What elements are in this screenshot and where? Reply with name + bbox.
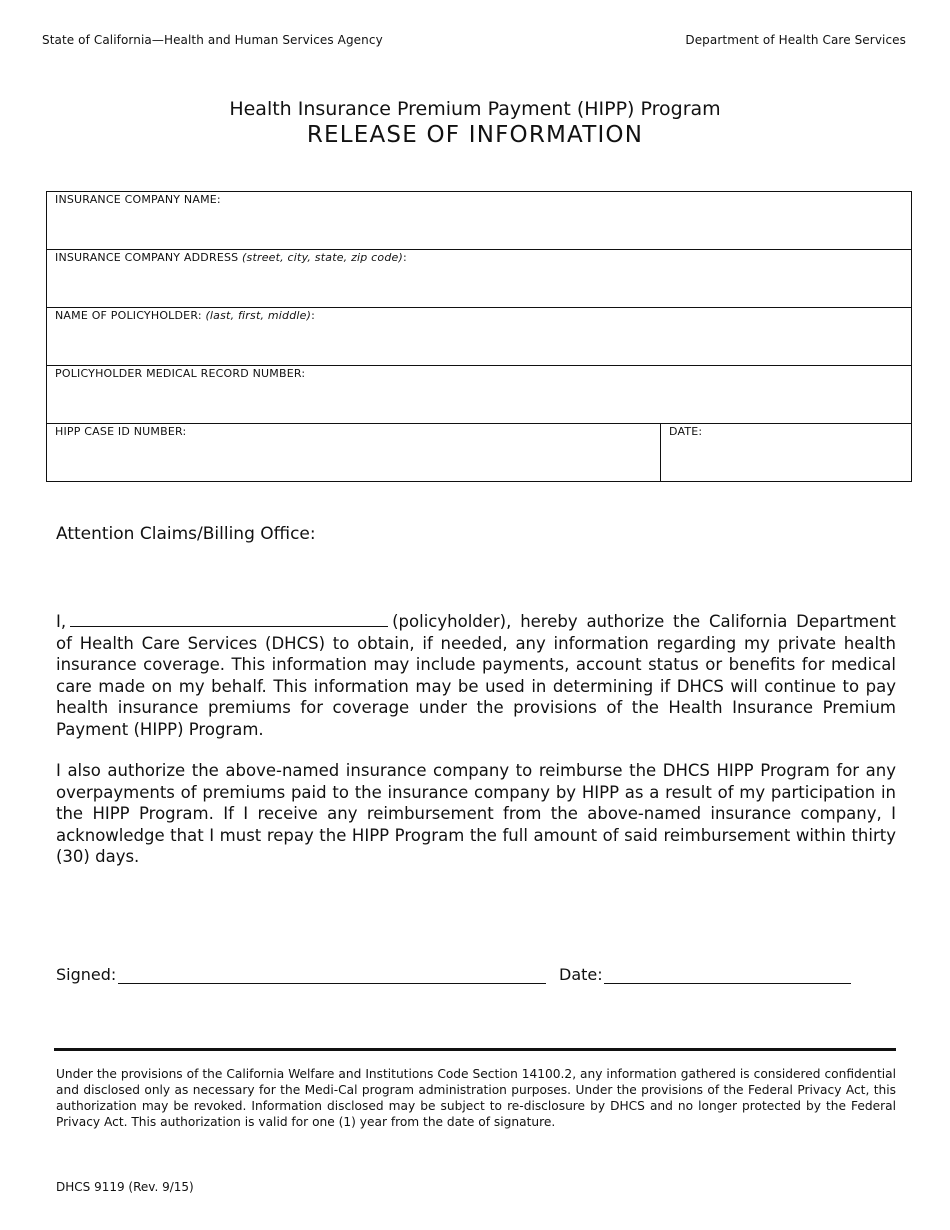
policyholder-name-hint: (last, first, middle) (205, 309, 312, 322)
hipp-case-id-label: HIPP CASE ID NUMBER: (55, 425, 187, 438)
attention-line: Attention Claims/Billing Office: (56, 524, 316, 544)
date-cell (661, 424, 911, 481)
policyholder-name-label (55, 309, 315, 322)
program-title: Health Insurance Premium Payment (HIPP) Program (229, 98, 721, 120)
policyholder-name-blank[interactable] (70, 610, 388, 627)
insurance-company-name-input[interactable] (53, 210, 905, 245)
insurance-company-address-hint: (street, city, state, zip code) (242, 251, 403, 264)
policyholder-name-row (47, 308, 911, 366)
authorization-paragraph (56, 610, 896, 740)
insurance-company-name-row (47, 192, 911, 250)
policyholder-name-input[interactable] (53, 326, 905, 361)
para1-text: (policyholder), hereby authorize the California Department of Health Care Services (DHCS) to obtain, if needed, any information regarding my private health insurance coverage. This information may include payments, account status or benefits for medical care made on my behalf. This information may be used in determining if DHCS will continue to pay health insurance premiums for coverage under the provisions of the Health Insurance Premium Payment (HIPP) Program. (56, 612, 896, 739)
date-label: DATE: (669, 425, 703, 438)
reimbursement-paragraph: I also authorize the above-named insurance company to reimburse the DHCS HIPP Program for any overpayments of premiums paid to the insurance company by HIPP as a result of my participation in the HIPP Program. If I receive any reimbursement from the above-named insurance company, I acknowledge that I must repay the HIPP Program the full amount of said reimbursement within thirty (30) days. (56, 761, 896, 866)
footer-divider (54, 1048, 896, 1051)
policyholder-name-label-text: NAME OF POLICYHOLDER: (55, 309, 202, 322)
insurance-company-address-suffix: : (403, 251, 407, 264)
hipp-case-id-input[interactable] (53, 442, 654, 477)
form-title: RELEASE OF INFORMATION (306, 122, 644, 148)
insurance-company-name-label: INSURANCE COMPANY NAME: (55, 193, 221, 206)
case-id-date-row (47, 424, 911, 481)
policy-info-form (46, 191, 912, 482)
form-number: DHCS 9119 (Rev. 9/15) (56, 1180, 194, 1194)
signature-date-line[interactable] (604, 983, 851, 984)
medical-record-number-row (47, 366, 911, 424)
signature-date-label: Date: (559, 965, 603, 984)
signature-line[interactable] (118, 983, 546, 984)
para1-prefix: I, (56, 612, 67, 631)
insurance-company-address-label (55, 251, 407, 264)
medical-record-number-input[interactable] (53, 384, 905, 419)
legal-notice: Under the provisions of the California Welfare and Institutions Code Section 14100.2, any information gathered is considered confidential and disclosed only as necessary for the Medi-Cal program administration purposes. Under the provisions of the Federal Privacy Act, this authorization may be revoked. Information disclosed may be subject to re-disclosure by DHCS and no longer protected by the Federal Privacy Act. This authorization is valid for one (1) year from the date of signature. (56, 1067, 896, 1129)
date-input[interactable] (667, 442, 905, 477)
policyholder-name-suffix: : (311, 309, 316, 322)
insurance-company-address-label-text: INSURANCE COMPANY ADDRESS (55, 251, 239, 264)
hipp-case-id-cell (47, 424, 661, 481)
insurance-company-address-input[interactable] (53, 268, 905, 303)
signed-label: Signed: (56, 965, 117, 984)
medical-record-number-label: POLICYHOLDER MEDICAL RECORD NUMBER: (55, 367, 306, 380)
agency-header: State of California—Health and Human Services Agency (42, 33, 383, 47)
department-header: Department of Health Care Services (685, 33, 906, 47)
insurance-company-address-row (47, 250, 911, 308)
